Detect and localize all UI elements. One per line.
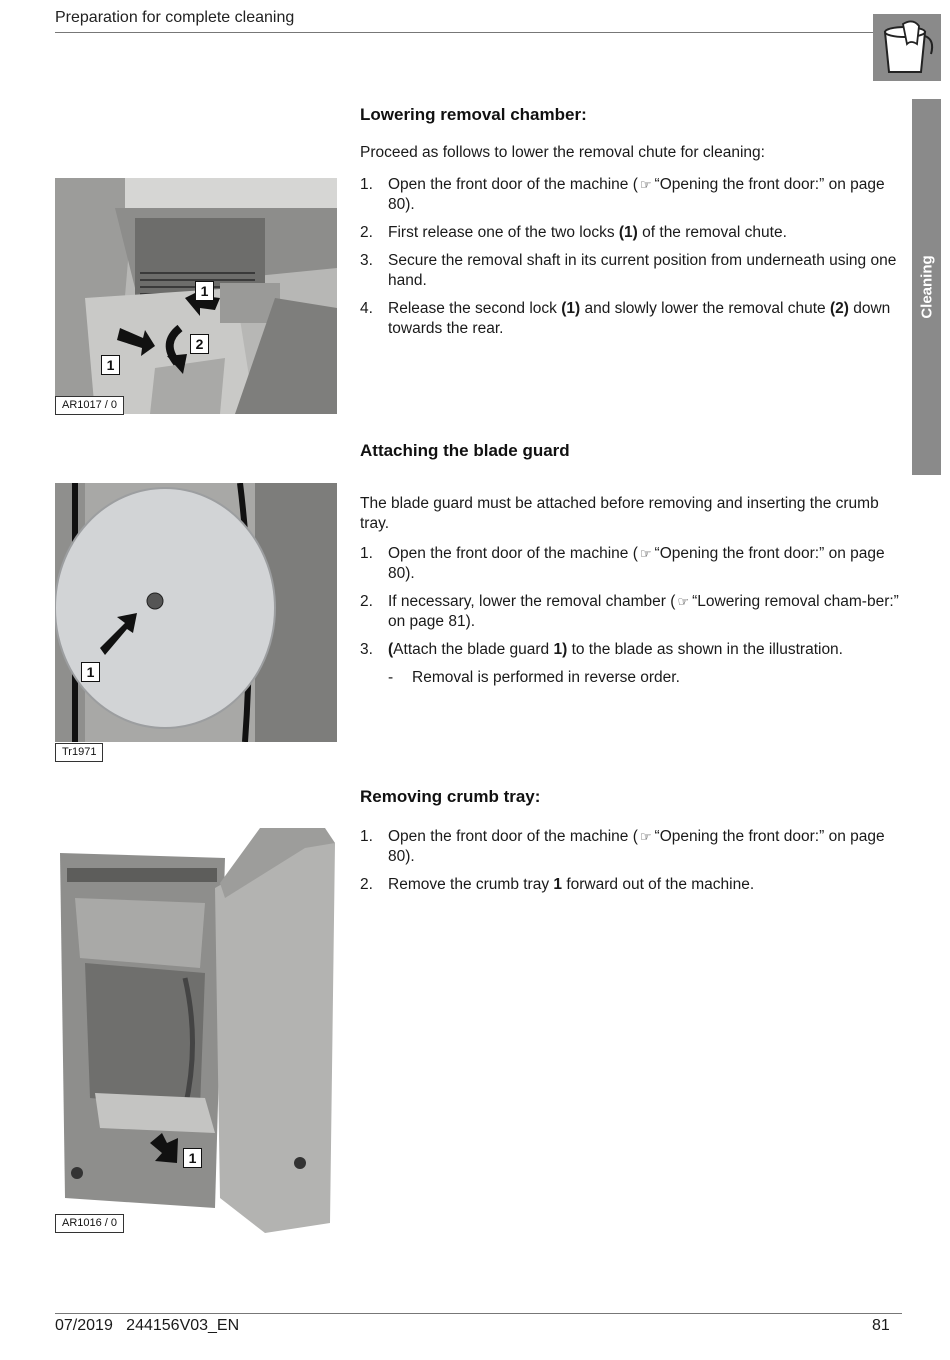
cross-reference-link[interactable]: “Opening the front door:” on page 80 <box>388 828 885 865</box>
figure-label-ar1017: AR1017 / 0 <box>55 396 124 415</box>
section-title-crumb-tray: Removing crumb tray: <box>360 787 541 806</box>
step-number: 3. <box>360 641 373 658</box>
pointing-hand-icon: ☞ <box>639 829 652 844</box>
step-text: Secure the removal shaft in its current position from underneath using one hand. <box>388 252 897 289</box>
callout-blade-guard-1: 1 <box>81 662 100 682</box>
step-number: 1. <box>360 176 373 193</box>
step-text: Attach the blade guard <box>393 641 554 658</box>
blade-guard-photo <box>55 483 337 742</box>
figure-label-ar1016: AR1016 / 0 <box>55 1214 124 1233</box>
step-item <box>360 875 905 895</box>
step-item <box>360 299 905 339</box>
callout-reference: (2) <box>829 300 849 317</box>
section-blade-guard <box>360 441 905 688</box>
page-number: 81 <box>872 1317 890 1334</box>
figure-label-tr1971: Tr1971 <box>55 743 103 762</box>
step-item <box>360 827 905 867</box>
pointing-hand-icon: ☞ <box>677 594 690 609</box>
step-number: 3. <box>360 252 373 269</box>
steps-lowering <box>360 175 905 339</box>
step-number: 1. <box>360 828 373 845</box>
chapter-side-tab <box>912 99 941 475</box>
section-intro-blade-guard: The blade guard must be attached before removing and inserting the crumb tray. <box>360 495 879 532</box>
step-item <box>360 251 905 291</box>
section-intro-lowering: Proceed as follows to lower the removal chute for cleaning: <box>360 144 765 161</box>
section-crumb-tray <box>360 787 905 903</box>
step-text: and slowly lower the removal chute <box>580 300 830 317</box>
cleaning-bucket-icon <box>873 14 941 81</box>
step-text: Remove the crumb tray <box>388 876 554 893</box>
callout-lock-1-lower: 1 <box>101 355 120 375</box>
callout-lock-1: 1 <box>195 281 214 301</box>
callout-reference: ( <box>388 641 394 658</box>
step-item <box>360 544 905 584</box>
step-text: forward out of the machine. <box>562 876 755 893</box>
step-text: ). <box>465 613 476 630</box>
step-text: Release the second lock <box>388 300 562 317</box>
side-tab-label: Cleaning <box>918 255 935 319</box>
step-text: ). <box>405 196 415 213</box>
callout-reference: 1 <box>553 876 563 893</box>
callout-chute-2: 2 <box>190 334 209 354</box>
step-text: Open the front door of the machine ( <box>388 176 638 193</box>
callout-reference: (1) <box>561 300 581 317</box>
steps-blade-guard <box>360 544 905 660</box>
step-number: 1. <box>360 545 373 562</box>
callout-crumb-tray-1: 1 <box>183 1148 202 1168</box>
step-text: down towards the rear. <box>388 300 891 337</box>
step-number: 2. <box>360 876 373 893</box>
pointing-hand-icon: ☞ <box>639 177 652 192</box>
step-text: to the blade as shown in the illustration. <box>567 641 843 658</box>
step-number: 2. <box>360 593 373 610</box>
footer-date-docid: 07/2019 244156V03_EN <box>55 1317 240 1334</box>
step-number: 4. <box>360 300 373 317</box>
cross-reference-link[interactable]: “Opening the front door:” on page 80 <box>388 545 885 582</box>
step-item <box>360 175 905 215</box>
step-item <box>360 592 905 632</box>
section-lowering <box>360 105 905 347</box>
step-text: If necessary, lower the removal chamber ( <box>388 593 676 610</box>
step-text: First release one of the two locks <box>388 224 619 241</box>
bullet-text: Removal is performed in reverse order. <box>412 669 680 686</box>
bullet-dash: - <box>388 669 394 686</box>
section-title-lowering: Lowering removal chamber: <box>360 105 587 124</box>
step-number: 2. <box>360 224 373 241</box>
footer-divider <box>55 1313 902 1314</box>
step-text: of the removal chute. <box>637 224 787 241</box>
step-item <box>360 640 905 660</box>
callout-reference: 1) <box>553 641 568 658</box>
step-text: ). <box>405 848 415 865</box>
cross-reference-link[interactable]: “Lowering removal cham-ber:” on page 81 <box>388 593 899 630</box>
step-text: Open the front door of the machine ( <box>388 545 638 562</box>
step-text: ). <box>405 565 415 582</box>
pointing-hand-icon: ☞ <box>639 546 652 561</box>
page-header-title: Preparation for complete cleaning <box>55 9 295 26</box>
step-text: Open the front door of the machine ( <box>388 828 638 845</box>
crumb-tray-photo <box>55 828 339 1234</box>
callout-reference: (1) <box>618 224 638 241</box>
header-divider <box>55 32 875 33</box>
removal-chamber-photo <box>55 178 337 414</box>
bullet-note <box>360 668 905 688</box>
cross-reference-link[interactable]: “Opening the front door:” on page 80 <box>388 176 885 213</box>
step-item <box>360 223 905 243</box>
section-title-blade-guard: Attaching the blade guard <box>360 441 570 460</box>
steps-crumb-tray <box>360 827 905 895</box>
